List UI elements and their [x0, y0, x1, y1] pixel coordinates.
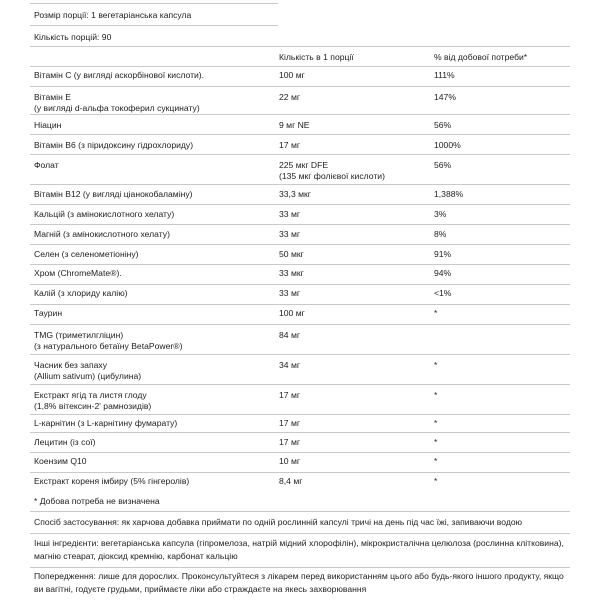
nutrient-dv: 56%	[434, 120, 452, 130]
warning-text: Попередження: лише для дорослих. Проконсультуйтеся з лікарем перед використанням цього або будь-якого іншого продукту, якщо ви вагітні, годуєте грудьми, приймаєте ліки або страждаєте на якесь захворювання	[34, 571, 564, 594]
nutrient-amount: 33 мкг	[279, 268, 304, 278]
divider	[30, 244, 570, 245]
nutrient-dv: 111%	[434, 70, 455, 80]
divider	[30, 154, 570, 155]
divider	[30, 472, 570, 473]
divider	[30, 204, 570, 205]
nutrient-name: Часник без запаху (Allium sativum) (цибулина)	[34, 360, 142, 381]
nutrient-name: Вітамін B12 (у вигляді ціанокобаламіну)	[34, 189, 193, 199]
divider	[30, 25, 278, 26]
divider	[30, 134, 570, 135]
divider	[30, 384, 570, 385]
nutrient-amount: 10 мг	[279, 456, 300, 466]
nutrient-dv: 94%	[434, 268, 452, 278]
nutrient-amount: 17 мг	[279, 437, 300, 447]
nutrient-name: Вітамін B6 (з піридоксину гідрохлориду)	[34, 140, 194, 150]
nutrient-name: Ніацин	[34, 120, 62, 130]
nutrient-name: Екстракт кореня імбиру (5% гінгеролів)	[34, 476, 190, 486]
nutrient-amount: 33 мг	[279, 288, 300, 298]
servings-per-container: Кількість порцій: 90	[34, 32, 112, 42]
nutrient-dv: *	[434, 418, 438, 428]
divider	[30, 533, 570, 534]
nutrient-dv: 56%	[434, 160, 452, 170]
nutrient-name: L-карнітин (з L-карнітину фумарату)	[34, 418, 178, 428]
serving-size: Розмір порції: 1 вегетаріанська капсула	[34, 10, 192, 20]
usage-text: Спосіб застосування: як харчова добавка приймати по одній рослинній капсулі тричі на день під час їжі, запиваючи водою	[34, 517, 523, 527]
nutrient-dv: *	[434, 360, 438, 370]
nutrient-name: Фолат	[34, 160, 59, 170]
nutrient-amount: 225 мкг DFE (135 мкг фолієвої кислоти)	[279, 160, 385, 181]
nutrient-name: Кальцій (з амінокислотного хелату)	[34, 209, 175, 219]
nutrient-amount: 34 мг	[279, 360, 300, 370]
divider	[30, 66, 570, 67]
divider	[30, 3, 278, 4]
nutrient-dv: 1,388%	[434, 189, 464, 199]
divider	[30, 86, 570, 87]
divider	[30, 324, 570, 325]
nutrient-amount: 17 мг	[279, 140, 300, 150]
nutrient-name: Магній (з амінокислотного хелату)	[34, 229, 170, 239]
divider	[30, 511, 570, 512]
divider	[30, 114, 570, 115]
divider	[30, 304, 570, 305]
divider	[30, 567, 570, 568]
nutrient-dv: 3%	[434, 209, 447, 219]
nutrient-dv: *	[434, 390, 438, 400]
nutrient-name: Коензим Q10	[34, 456, 87, 466]
nutrient-name: Лецитин (із сої)	[34, 437, 96, 447]
nutrient-amount: 100 мг	[279, 70, 305, 80]
divider	[30, 224, 570, 225]
nutrient-amount: 50 мкг	[279, 249, 304, 259]
nutrient-name: Хром (ChromeMate®).	[34, 268, 122, 278]
nutrient-dv: *	[434, 437, 438, 447]
nutrient-dv: 1000%	[434, 140, 461, 150]
nutrient-name: Екстракт ягід та листя глоду (1,8% вітексин-2' рамнозидів)	[34, 390, 152, 411]
divider	[30, 432, 570, 433]
nutrient-amount: 33 мг	[279, 229, 300, 239]
divider	[30, 414, 570, 415]
divider	[30, 452, 570, 453]
nutrient-amount: 8,4 мг	[279, 476, 303, 486]
nutrient-amount: 33 мг	[279, 209, 300, 219]
nutrient-name: Калій (з хлориду калію)	[34, 288, 128, 298]
nutrient-dv: 91%	[434, 249, 452, 259]
nutrient-dv: 147%	[434, 92, 456, 102]
divider	[30, 284, 570, 285]
divider	[30, 184, 570, 185]
other-ingredients-text: Інші інгредієнти: вегетаріанська капсула (гіпромелоза, натрій мідний хлорофілін), мікрокристалічна целюлоза (рослинна клітковина), магнію стеарат, діоксид кремнію, карбонат кальцію	[34, 538, 564, 561]
nutrient-dv: 8%	[434, 229, 447, 239]
nutrient-name: Таурин	[34, 308, 63, 318]
header-dv: % від добової потреби*	[434, 52, 528, 62]
nutrient-amount: 17 мг	[279, 390, 300, 400]
divider	[30, 354, 570, 355]
nutrient-amount: 22 мг	[279, 92, 300, 102]
nutrient-name: TMG (триметилгліцин) (з натурального бетаїну BetaPower®)	[34, 330, 183, 351]
footnote: * Добова потреба не визначена	[34, 496, 160, 506]
divider	[30, 264, 570, 265]
header-amount: Кількість в 1 порції	[279, 52, 354, 62]
nutrient-name: Селен (з селенометіоніну)	[34, 249, 139, 259]
divider	[30, 46, 570, 47]
nutrient-amount: 84 мг	[279, 330, 300, 340]
nutrient-amount: 9 мг NE	[279, 120, 310, 130]
nutrient-name: Вітамін E (у вигляді d-альфа токоферил сукцинату)	[34, 92, 200, 113]
nutrient-dv: *	[434, 476, 438, 486]
nutrient-dv: <1%	[434, 288, 452, 298]
nutrient-dv: *	[434, 308, 438, 318]
nutrient-amount: 17 мг	[279, 418, 300, 428]
nutrient-amount: 33,3 мкг	[279, 189, 311, 199]
nutrient-amount: 100 мг	[279, 308, 305, 318]
nutrient-name: Вітамін C (у вигляді аскорбінової кислоти).	[34, 70, 205, 80]
nutrient-dv: *	[434, 456, 438, 466]
